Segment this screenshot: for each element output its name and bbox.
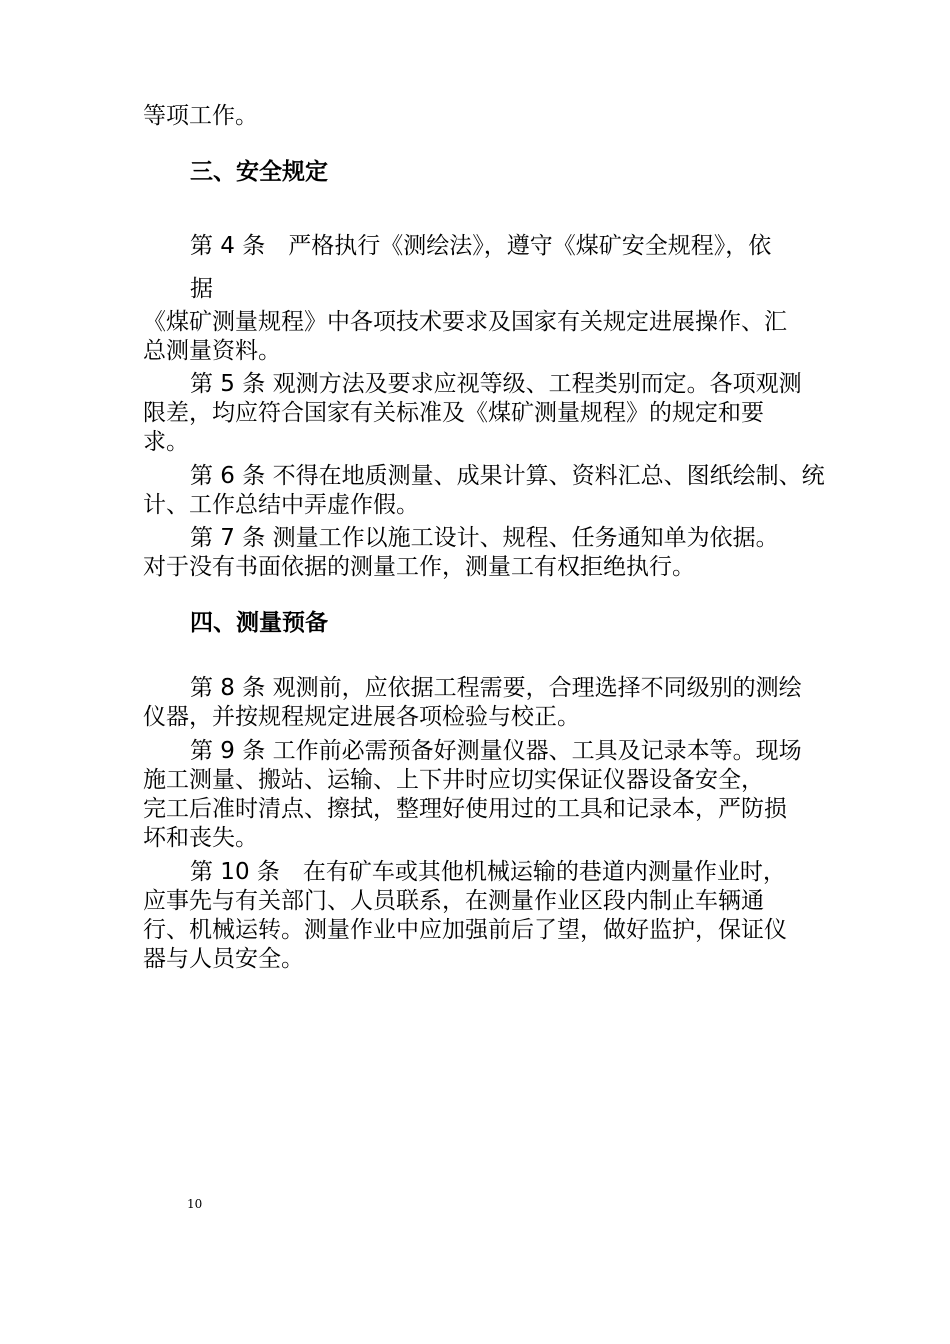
section-heading-preparation: 四、测量预备 <box>190 610 328 636</box>
text-line: 《煤矿测量规程》中各项技术要求及国家有关规定进展操作、汇 <box>143 309 787 335</box>
page-number: 10 <box>187 1197 203 1211</box>
text-line: 第 9 条 工作前必需预备好测量仪器、工具及记录本等。现场 <box>190 738 802 764</box>
text-line: 第 10 条 在有矿车或其他机械运输的巷道内测量作业时， <box>190 859 786 885</box>
text-line: 应事先与有关部门、人员联系，在测量作业区段内制止车辆通 <box>143 888 764 914</box>
text-line: 求。 <box>143 429 189 455</box>
text-line: 器与人员安全。 <box>143 946 304 972</box>
text-line: 第 6 条 不得在地质测量、成果计算、资料汇总、图纸绘制、统 <box>190 463 825 489</box>
text-line: 限差，均应符合国家有关标准及《煤矿测量规程》的规定和要 <box>143 400 764 426</box>
text-line: 总测量资料。 <box>143 338 281 364</box>
text-line: 计、工作总结中弄虚作假。 <box>143 492 419 518</box>
text-line: 仪器，并按规程规定进展各项检验与校正。 <box>143 704 580 730</box>
section-heading-safety: 三、安全规定 <box>190 159 328 185</box>
text-line: 坏和丧失。 <box>143 825 258 851</box>
text-line: 对于没有书面依据的测量工作，测量工有权拒绝执行。 <box>143 554 695 580</box>
text-line: 第 5 条 观测方法及要求应视等级、工程类别而定。各项观测 <box>190 371 802 397</box>
text-line: 第 8 条 观测前，应依据工程需要，合理选择不同级别的测绘 <box>190 675 802 701</box>
text-line: 行、机械运转。测量作业中应加强前后了望，做好监护，保证仪 <box>143 917 787 943</box>
text-line: 第 7 条 测量工作以施工设计、规程、任务通知单为依据。 <box>190 525 779 551</box>
text-line: 据 <box>190 276 213 302</box>
text-line: 完工后准时清点、擦拭，整理好使用过的工具和记录本，严防损 <box>143 796 787 822</box>
text-line: 施工测量、搬站、运输、上下井时应切实保证仪器设备安全， <box>143 767 764 793</box>
text-line: 等项工作。 <box>143 103 258 129</box>
text-line: 第 4 条 严格执行《测绘法》，遵守《煤矿安全规程》，依 <box>190 233 772 259</box>
